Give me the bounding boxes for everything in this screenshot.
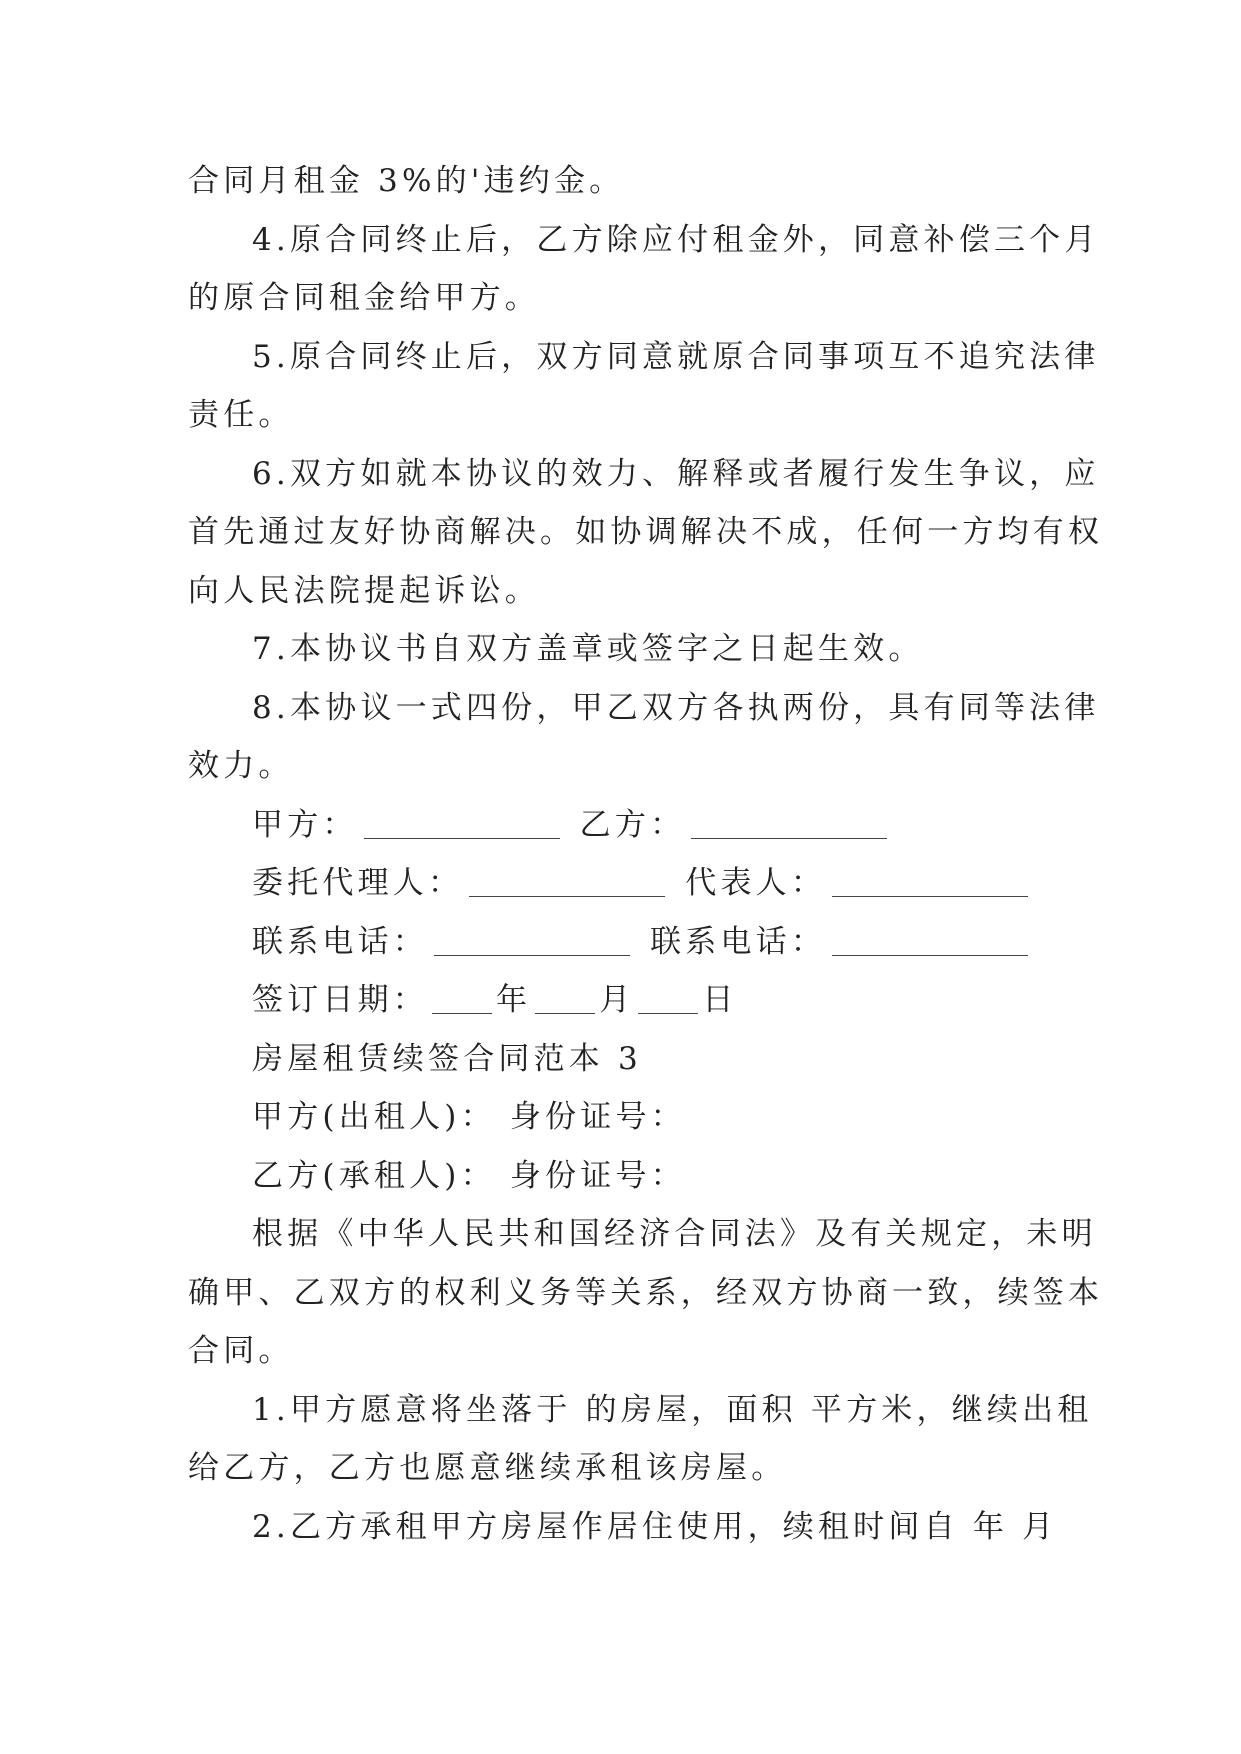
lessee-id-label: 身份证号： — [509, 1157, 686, 1194]
phone-a-blank — [434, 927, 630, 956]
signature-row-date — [188, 971, 1048, 1030]
phone-b-label: 联系电话： — [650, 923, 827, 960]
lessor-label: 甲方(出租人)： — [252, 1099, 496, 1135]
template-3-title: 房屋租赁续签合同范本 3 — [252, 1040, 642, 1077]
date-label: 签订日期： — [252, 982, 428, 1018]
clause-5-line-2: 责任。 — [188, 397, 294, 433]
month-blank — [535, 985, 595, 1014]
clause-8-line-1: 8.本协议一式四份，甲乙双方各执两份，具有同等法律 — [252, 689, 1100, 726]
agent-label: 委托代理人： — [252, 865, 464, 901]
party-b-blank — [691, 810, 887, 839]
clause-8-line-2: 效力。 — [188, 748, 294, 784]
clause-6-line-3: 向人民法院提起诉讼。 — [188, 572, 540, 609]
year-label: 年 — [496, 982, 532, 1018]
month-label: 月 — [599, 982, 635, 1018]
clause-4-line-2: 的原合同租金给甲方。 — [188, 280, 540, 316]
clause-5-line-1: 5.原合同终止后，双方同意就原合同事项互不追究法律 — [252, 338, 1100, 375]
day-label: 日 — [702, 982, 738, 1018]
lessor-row — [188, 1088, 1048, 1147]
lessee-row — [188, 1147, 1048, 1206]
year-blank — [432, 985, 492, 1014]
signature-row-parties — [188, 796, 1048, 855]
preamble-line-2: 确甲、乙双方的权利义务等关系，经双方协商一致，续签本 — [188, 1274, 1104, 1311]
party-a-label: 甲方： — [252, 806, 358, 843]
phone-b-blank — [832, 927, 1028, 956]
representative-label: 代表人： — [685, 865, 827, 901]
party-b-label: 乙方： — [579, 806, 686, 843]
clause-6-line-2: 首先通过友好协商解决。如协调解决不成，任何一方均有权 — [188, 514, 1104, 550]
preamble-line-1: 根据《中华人民共和国经济合同法》及有关规定，未明 — [252, 1216, 1097, 1252]
paragraph-line: 合同月租金 3%的'违约金。 — [188, 163, 625, 199]
day-blank — [638, 985, 698, 1014]
party-a-blank — [364, 810, 560, 839]
signature-row-agents — [188, 854, 1048, 913]
representative-blank — [832, 868, 1028, 897]
t3-clause-1-line-1: 1.甲方愿意将坐落于 的房屋，面积 平方米，继续出租 — [252, 1391, 1093, 1428]
t3-clause-1-line-2: 给乙方，乙方也愿意继续承租该房屋。 — [188, 1450, 787, 1486]
clause-7-line-1: 7.本协议书自双方盖章或签字之日起生效。 — [252, 631, 924, 667]
agent-blank — [469, 868, 665, 897]
phone-a-label: 联系电话： — [252, 923, 428, 960]
clause-6-line-1: 6.双方如就本协议的效力、解释或者履行发生争议，应 — [252, 455, 1100, 492]
lessor-id-label: 身份证号： — [509, 1099, 686, 1135]
preamble-line-3: 合同。 — [188, 1333, 294, 1369]
clause-4-line-1: 4.原合同终止后，乙方除应付租金外，同意补偿三个月 — [252, 221, 1100, 258]
t3-clause-2-line-1: 2.乙方承租甲方房屋作居住使用，续租时间自 年 月 — [252, 1508, 1058, 1545]
signature-row-phones — [188, 913, 1048, 972]
document-page — [188, 152, 1104, 1556]
lessee-label: 乙方(承租人)： — [252, 1157, 496, 1194]
